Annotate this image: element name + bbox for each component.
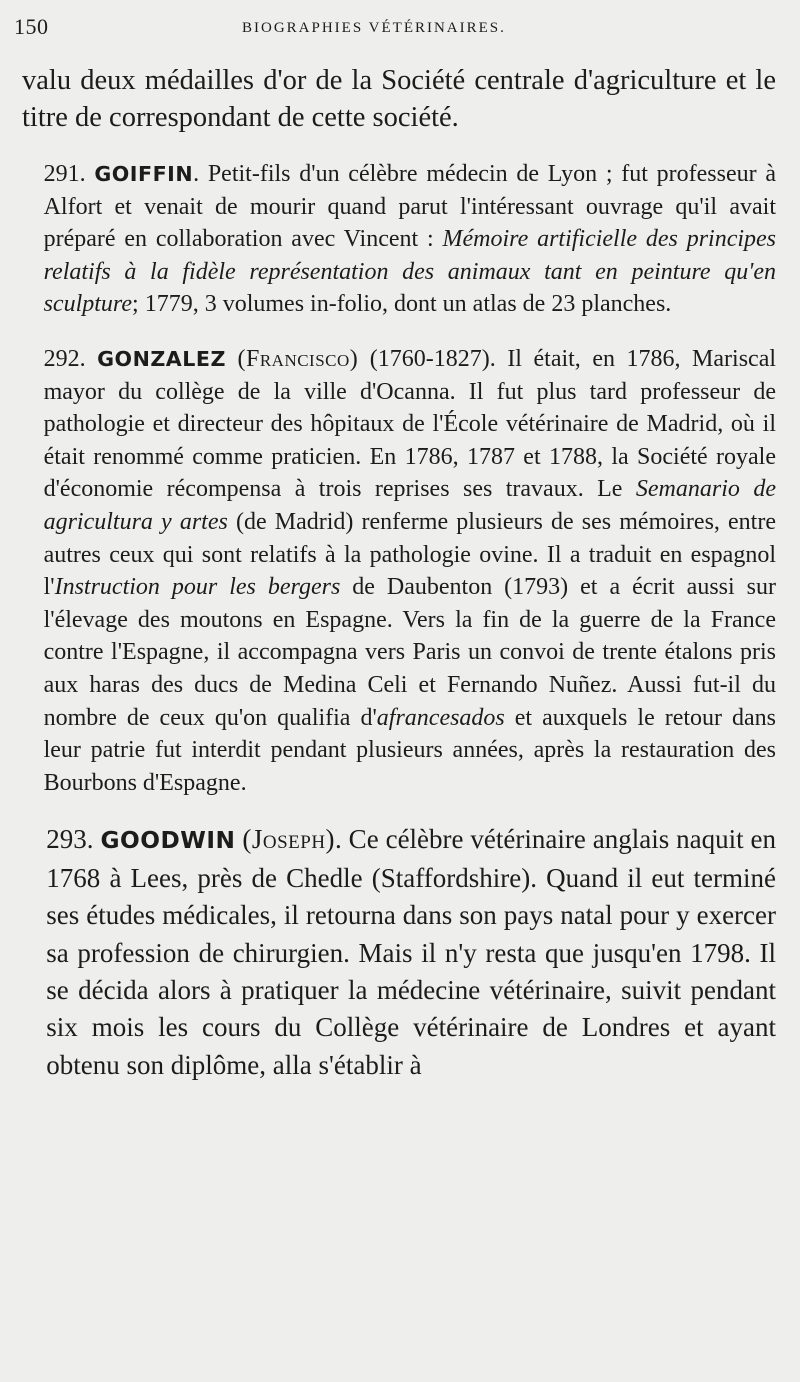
entry-text: . Ce célèbre vétérinaire anglais naquit en 1768 à Lees, près de Chedle (Staffordshire). Quand il eut terminé ses études médicales, il retourna dans son pays natal pour y exercer sa profession de chirurgien. Mais il n'y resta que jusqu'en 1798. Il se décida alors à pratiquer la médecine vétérinaire, suivit pendant six mois les cours du Collège vétérinaire de Londres et ayant obtenu son diplôme, alla s'établir à bbox=[46, 824, 776, 1080]
running-head: BIOGRAPHIES VÉTÉRINAIRES. bbox=[242, 20, 506, 36]
entry-text: (1760-1827). Il était, en 1786, Mariscal mayor du collège de la ville d'Ocanna. Il fut plus tard professeur de pathologie et directeur des hôpitaux de l'École vétérinaire de Madrid, où il était renommé comme praticien. En 1786, 1787 et 1788, la Société royale d'économie récompensa à trois reprises ses travaux. Le bbox=[43, 345, 777, 503]
entry-text: . Petit-fils d'un célèbre médecin de Lyon ; fut professeur à Alfort et venait de mourir quand parut l'intéressant ouvrage qu'il avait préparé en collaboration avec Vincent : bbox=[43, 161, 777, 253]
entry-number: 292. bbox=[43, 345, 86, 372]
entry-text: et auxquels le retour dans leur patrie fut interdit pendant plusieurs années, après la restauration des Bourbons d'Espagne. bbox=[43, 704, 777, 796]
entry-292 bbox=[22, 343, 776, 799]
entry-term-italic: afrancesados bbox=[376, 704, 505, 731]
entry-firstname: (Joseph) bbox=[242, 824, 336, 855]
entry-paragraph bbox=[22, 821, 776, 1084]
entry-firstname: (Francisco) bbox=[237, 345, 359, 372]
entry-291 bbox=[22, 158, 776, 321]
continuation-paragraph bbox=[22, 62, 776, 136]
entry-name: GONZALEZ bbox=[97, 346, 226, 371]
entry-title-italic: Semanario de agricultura y artes bbox=[43, 476, 776, 535]
entry-text: de Daubenton (1793) et a écrit aussi sur l'élevage des moutons en Espagne. Vers la fin de la guerre de la France contre l'Espagne, il accompagna vers Paris un convoi de trente étalons pris aux haras des ducs de Medina Celi et Fernando Nuñez. Aussi fut-il du nombre de ceux qu'on qualifia d' bbox=[43, 574, 776, 731]
entry-text: (de Madrid) renferme plusieurs de ses mémoires, entre autres ceux qui sont relatifs à la pathologie ovine. Il a traduit en espagnol l' bbox=[43, 508, 776, 601]
entry-title-italic: Mémoire artificielle des principes relatifs à la fidèle représentation des animaux tant en peinture qu'en sculpture bbox=[43, 226, 777, 318]
page-header bbox=[14, 14, 780, 50]
entry-name: GOIFFIN bbox=[94, 162, 194, 186]
entry-title-italic: Instruction pour les bergers bbox=[54, 574, 341, 601]
entry-text: ; 1779, 3 volumes in-folio, dont un atlas de 23 planches. bbox=[132, 291, 672, 318]
entry-paragraph bbox=[22, 158, 776, 321]
page-body bbox=[22, 62, 776, 1084]
page-number: 150 bbox=[14, 14, 49, 39]
entry-number: 291. bbox=[43, 161, 86, 187]
entry-name: GOODWIN bbox=[100, 827, 236, 855]
entry-number: 293. bbox=[46, 824, 94, 855]
continuation-text: valu deux médailles d'or de la Société centrale d'agriculture et le titre de correspondant de cette société. bbox=[22, 65, 776, 133]
entry-293 bbox=[22, 821, 776, 1084]
entry-paragraph bbox=[22, 343, 776, 799]
